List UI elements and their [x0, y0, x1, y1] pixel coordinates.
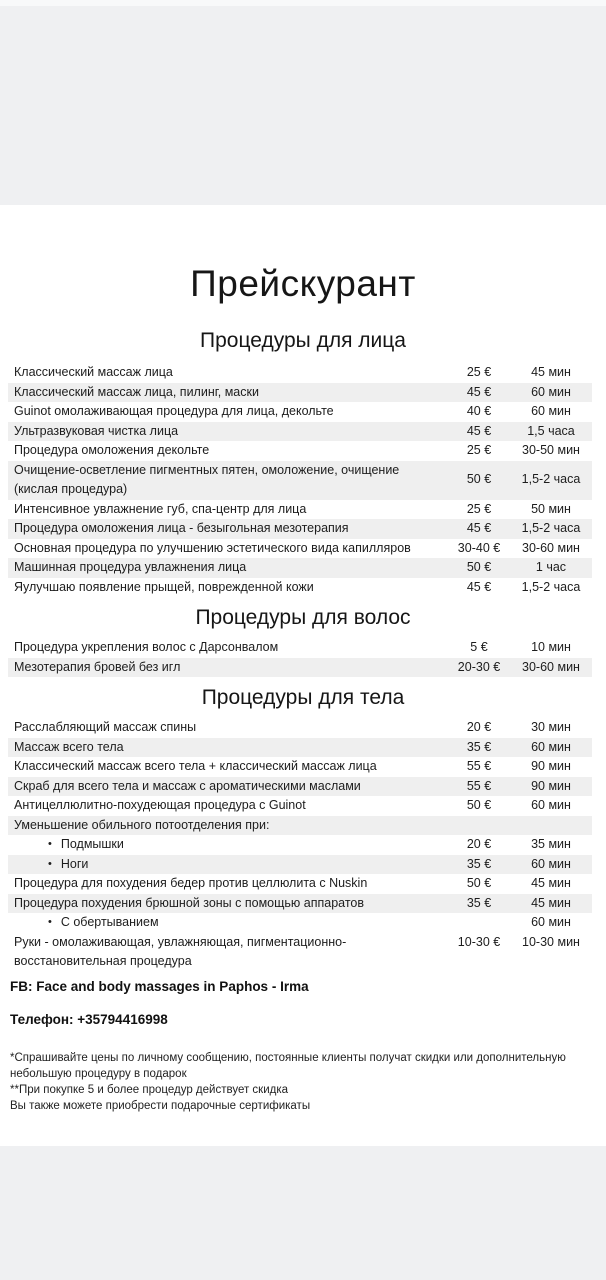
table-row — [8, 816, 592, 836]
table-row — [8, 738, 592, 758]
row-name-cell — [8, 638, 448, 658]
table-row — [8, 855, 592, 875]
bullet-icon: • — [48, 916, 52, 928]
row-name-cell — [8, 363, 448, 383]
table-row — [8, 796, 592, 816]
row-price: 35 € — [466, 856, 492, 871]
viewer-top-strip — [0, 0, 606, 6]
procedures-section — [0, 605, 606, 677]
row-name-cell — [8, 500, 448, 520]
row-name: Яулучшаю появление прыщей, поврежденной кожи — [14, 579, 314, 594]
row-duration: 30-60 мин — [522, 659, 580, 674]
facebook-line: FB: Face and body massages in Paphos - Irma — [10, 978, 309, 994]
row-duration: 90 мин — [531, 759, 571, 773]
row-name: Скраб для всего тела и массаж с ароматическими маслами — [14, 778, 361, 793]
sections-container — [0, 328, 606, 972]
row-name-cell — [8, 422, 448, 442]
row-name: Ноги — [60, 856, 89, 871]
row-duration: 60 мин — [531, 739, 571, 754]
row-price: 30-40 € — [457, 540, 501, 555]
row-duration: 35 мин — [531, 837, 571, 851]
procedures-section — [0, 328, 606, 597]
row-name-cell — [8, 519, 448, 539]
row-name-cell — [8, 777, 448, 797]
row-name: Процедура укрепления волос с Дарсонвалом — [14, 640, 279, 654]
table-row — [8, 558, 592, 578]
row-duration: 1,5-2 часа — [521, 521, 581, 535]
row-duration: 30-60 мин — [522, 540, 580, 555]
row-price: 40 € — [466, 404, 492, 418]
table-row — [8, 441, 592, 461]
table-row — [8, 913, 592, 933]
row-price: 45 € — [466, 384, 492, 399]
row-name: Процедура омоложения декольте — [14, 443, 210, 457]
row-name-cell — [8, 913, 448, 933]
row-name-cell — [8, 894, 448, 914]
bullet-icon: • — [48, 857, 52, 870]
row-price: 50 € — [466, 472, 492, 487]
row-price: 45 € — [466, 423, 492, 438]
table-row — [8, 422, 592, 442]
row-duration: 90 мин — [531, 778, 571, 793]
row-duration: 45 мин — [531, 895, 571, 910]
price-list-document — [0, 205, 606, 1146]
row-name: Процедура похудения брюшной зоны с помощью аппаратов — [14, 895, 365, 910]
table-row — [8, 383, 592, 403]
row-price: 55 € — [466, 759, 492, 773]
row-name: Массаж всего тела — [14, 739, 124, 754]
note-line: Вы также можете приобрести подарочные сертификаты — [10, 1099, 311, 1112]
row-price: 20 € — [466, 837, 492, 851]
table-row — [8, 539, 592, 559]
row-name: Ультразвуковая чистка лица — [14, 423, 179, 438]
procedures-table — [8, 718, 592, 972]
note-line: **При покупке 5 и более процедур действует скидка — [10, 1083, 289, 1096]
row-duration: 60 мин — [531, 798, 571, 812]
row-price: 35 € — [466, 895, 492, 910]
table-row — [8, 777, 592, 797]
row-name: Классический массаж всего тела + классический массаж лица — [14, 759, 377, 773]
table-row — [8, 402, 592, 422]
procedures-section — [0, 685, 606, 972]
row-price: 25 € — [466, 443, 492, 457]
row-name-cell — [8, 738, 448, 758]
row-name-cell — [8, 855, 448, 875]
row-duration: 50 мин — [531, 501, 571, 516]
row-price: 55 € — [466, 778, 492, 793]
table-row — [8, 718, 592, 738]
row-name-cell — [8, 816, 448, 836]
row-name-cell — [8, 757, 448, 777]
row-name-cell — [8, 933, 448, 972]
page-title: Прейскурант — [190, 263, 416, 304]
row-name-cell — [8, 441, 448, 461]
notes — [10, 1050, 570, 1114]
row-name: Руки - омолаживающая, увлажняющая, пигментационно-восстановительная процедура — [14, 934, 347, 968]
row-name-cell — [8, 558, 448, 578]
row-name: Очищение-осветление пигментных пятен, омоложение, очищение (кислая процедура) — [14, 462, 400, 496]
table-row — [8, 461, 592, 500]
row-duration: 60 мин — [531, 856, 571, 871]
row-duration: 60 мин — [531, 404, 571, 418]
row-name-cell — [8, 539, 448, 559]
table-row — [8, 933, 592, 972]
table-row — [8, 874, 592, 894]
row-duration: 60 мин — [531, 915, 571, 929]
table-row — [8, 578, 592, 598]
row-name-cell — [8, 796, 448, 816]
row-name: Процедура омоложения лица - безыгольная мезотерапия — [14, 521, 349, 535]
row-name-cell — [8, 383, 448, 403]
table-row — [8, 519, 592, 539]
phone-line: Телефон: +35794416998 — [10, 1011, 168, 1027]
row-duration: 30-50 мин — [522, 443, 580, 457]
table-row — [8, 363, 592, 383]
document-footer — [10, 978, 592, 1114]
table-row — [8, 500, 592, 520]
row-name-cell — [8, 461, 448, 500]
table-row — [8, 835, 592, 855]
bullet-icon: • — [48, 838, 52, 850]
section-heading: Процедуры для лица — [200, 329, 406, 352]
row-price: 50 € — [466, 560, 492, 574]
row-price: 50 € — [466, 876, 492, 890]
row-name: Основная процедура по улучшению эстетического вида капилляров — [14, 540, 411, 555]
row-price: 45 € — [466, 579, 492, 594]
row-name: Классический массаж лица, пилинг, маски — [14, 384, 259, 399]
row-duration: 60 мин — [531, 384, 571, 399]
row-price: 5 € — [470, 640, 488, 654]
row-price: 25 € — [466, 365, 492, 379]
section-heading: Процедуры для волос — [195, 606, 411, 629]
row-name: Guinot омолаживающая процедура для лица, декольте — [14, 404, 334, 418]
note-line: *Спрашивайте цены по личному сообщению, постоянные клиенты получат скидки или дополнительную небольшую процедуру в подарок — [10, 1051, 566, 1080]
row-name: Машинная процедура увлажнения лица — [14, 560, 247, 574]
row-duration: 10 мин — [531, 640, 571, 654]
row-price: 35 € — [466, 739, 492, 754]
row-duration: 45 мин — [531, 876, 571, 890]
row-duration: 10-30 мин — [522, 934, 580, 949]
table-row — [8, 894, 592, 914]
row-duration: 1 час — [535, 560, 567, 574]
row-name-cell — [8, 578, 448, 598]
row-name-cell — [8, 874, 448, 894]
row-price: 20 € — [466, 720, 492, 734]
row-price: 25 € — [466, 501, 492, 516]
row-duration: 1,5-2 часа — [521, 579, 581, 594]
row-duration: 1,5 часа — [527, 423, 575, 438]
row-name: Антицеллюлитно-похудеющая процедура с Guinot — [14, 798, 306, 812]
row-name: Расслабляющий массаж спины — [14, 720, 197, 734]
row-name: Уменьшение обильного потоотделения при: — [14, 817, 270, 832]
row-price: 45 € — [466, 521, 492, 535]
row-price: 20-30 € — [457, 659, 501, 674]
procedures-table — [8, 638, 592, 677]
row-name: С обертыванием — [60, 915, 159, 929]
row-duration: 45 мин — [531, 365, 571, 379]
row-name-cell — [8, 402, 448, 422]
row-name: Классический массаж лица — [14, 365, 173, 379]
table-row — [8, 658, 592, 678]
row-name: Процедура для похудения бедер против целлюлита с Nuskin — [14, 876, 368, 890]
row-price: 10-30 € — [457, 934, 501, 949]
row-name: Мезотерапия бровей без игл — [14, 659, 181, 674]
row-name-cell — [8, 718, 448, 738]
procedures-table — [8, 363, 592, 597]
row-name: Интенсивное увлажнение губ, спа-центр для лица — [14, 501, 307, 516]
row-duration: 30 мин — [531, 720, 571, 734]
table-row — [8, 757, 592, 777]
row-duration: 1,5-2 часа — [521, 472, 581, 487]
row-name-cell — [8, 658, 448, 678]
row-name: Подмышки — [60, 837, 124, 851]
row-price: 50 € — [466, 798, 492, 812]
row-name-cell — [8, 835, 448, 855]
table-row — [8, 638, 592, 658]
section-heading: Процедуры для тела — [201, 686, 405, 709]
